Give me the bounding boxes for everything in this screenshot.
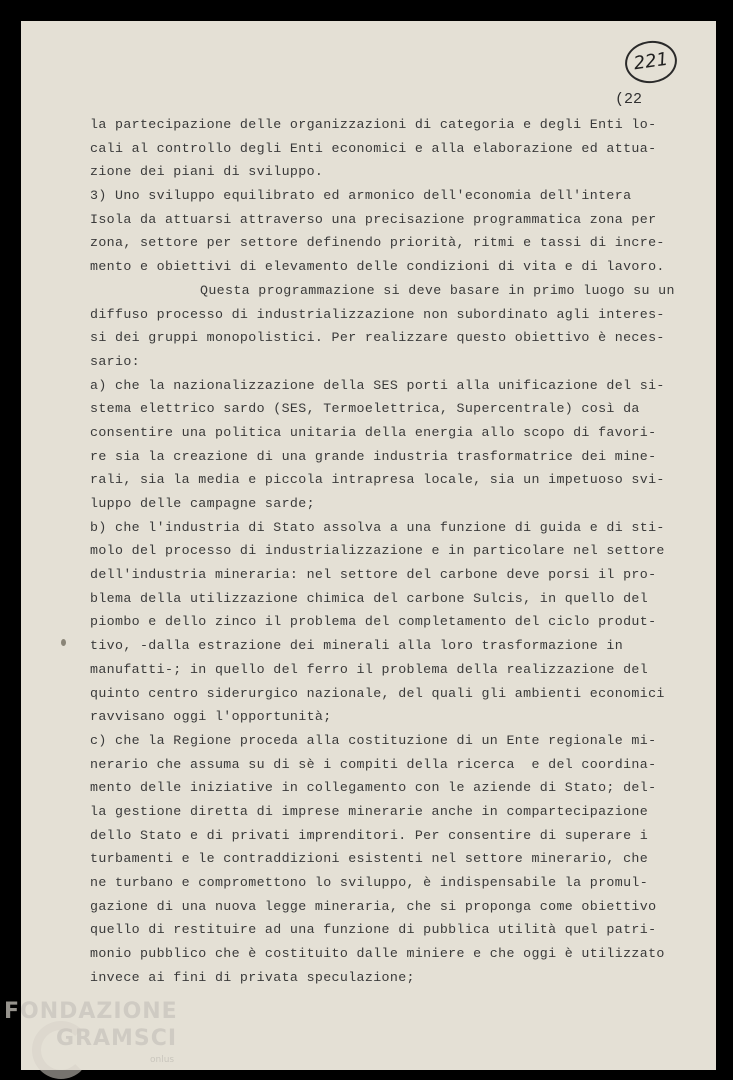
fondazione-gramsci-watermark: [4, 999, 204, 1079]
text-line: re sia la creazione di una grande industria trasformatrice dei mine-: [90, 448, 657, 464]
text-line: diffuso processo di industrializzazione non subordinato agli interes-: [90, 306, 665, 322]
text-line: gazione di una nuova legge mineraria, che si proponga come obiettivo: [90, 898, 657, 914]
page-number: (22: [615, 91, 643, 108]
text-line: si dei gruppi monopolistici. Per realizzare questo obiettivo è neces-: [90, 330, 665, 346]
text-line: nerario che assuma su di sè i compiti della ricerca e del coordina-: [90, 756, 657, 772]
text-line: zona, settore per settore definendo priorità, ritmi e tassi di incre-: [90, 235, 665, 251]
text-line: mento delle iniziative in collegamento con le aziende di Stato; del-: [90, 780, 657, 796]
text-line: mento e obiettivi di elevamento delle condizioni di vita e di lavoro.: [90, 259, 665, 275]
text-line: dell'industria mineraria: nel settore del carbone deve porsi il pro-: [90, 567, 657, 583]
text-line: b) che l'industria di Stato assolva a una funzione di guida e di sti-: [90, 519, 665, 535]
text-line: ravvisano oggi l'opportunità;: [90, 709, 332, 725]
typewritten-page: [21, 21, 716, 1070]
paper-speck: [61, 639, 66, 646]
text-line: tivo, -dalla estrazione dei minerali alla loro trasformazione in: [90, 638, 624, 654]
text-line: manufatti-; in quello del ferro il problema della realizzazione del: [90, 661, 649, 677]
text-line: dello Stato e di privati imprenditori. Per consentire di superare i: [90, 827, 649, 843]
watermark-line-2: GRAMSCI: [56, 1026, 178, 1051]
watermark-line-1: FONDAZIONE: [4, 999, 178, 1024]
text-line: 3) Uno sviluppo equilibrato ed armonico dell'economia dell'intera: [90, 188, 632, 204]
text-line: sario:: [90, 353, 140, 369]
text-line: rali, sia la media e piccola intrapresa locale, sia un impetuoso svi-: [90, 472, 665, 488]
text-line: a) che la nazionalizzazione della SES porti alla unificazione del si-: [90, 377, 665, 393]
text-line: quinto centro siderurgico nazionale, del quali gli ambienti economici: [90, 685, 665, 701]
text-line: monio pubblico che è costituito dalle miniere e che oggi è utilizzato: [90, 946, 665, 962]
watermark-suffix: onlus: [150, 1055, 175, 1065]
text-line: cali al controllo degli Enti economici e alla elaborazione ed attua-: [90, 140, 657, 156]
text-line: blema della utilizzazione chimica del carbone Sulcis, in quello del: [90, 590, 649, 606]
text-line: turbamenti e le contraddizioni esistenti nel settore minerario, che: [90, 851, 649, 867]
archive-number-stamp: 221: [622, 38, 679, 87]
text-line: c) che la Regione proceda alla costituzione di un Ente regionale mi-: [90, 732, 657, 748]
text-line: ne turbano e compromettono lo sviluppo, è indispensabile la promul-: [90, 875, 649, 890]
text-line: Isola da attuarsi attraverso una precisazione programmatica zona per: [90, 211, 657, 227]
text-line: la gestione diretta di imprese minerarie anche in compartecipazione: [90, 803, 649, 819]
text-line: Questa programmazione si deve basare in primo luogo su un: [200, 282, 675, 298]
text-line: la partecipazione delle organizzazioni di categoria e degli Enti lo-: [90, 117, 657, 132]
text-line: quello di restituire ad una funzione di pubblica utilità quel patri-: [90, 922, 657, 938]
document-body: [90, 113, 710, 989]
text-line: piombo e dello zinco il problema del completamento del ciclo produt-: [90, 614, 657, 630]
text-line: consentire una politica unitaria della energia allo scopo di favori-: [90, 424, 657, 440]
text-line: molo del processo di industrializzazione e in particolare nel settore: [90, 543, 665, 559]
text-line: stema elettrico sardo (SES, Termoelettrica, Supercentrale) così da: [90, 401, 640, 417]
text-line: invece ai fini di privata speculazione;: [90, 969, 415, 985]
text-line: luppo delle campagne sarde;: [90, 496, 315, 511]
text-line: zione dei piani di sviluppo.: [90, 164, 324, 180]
